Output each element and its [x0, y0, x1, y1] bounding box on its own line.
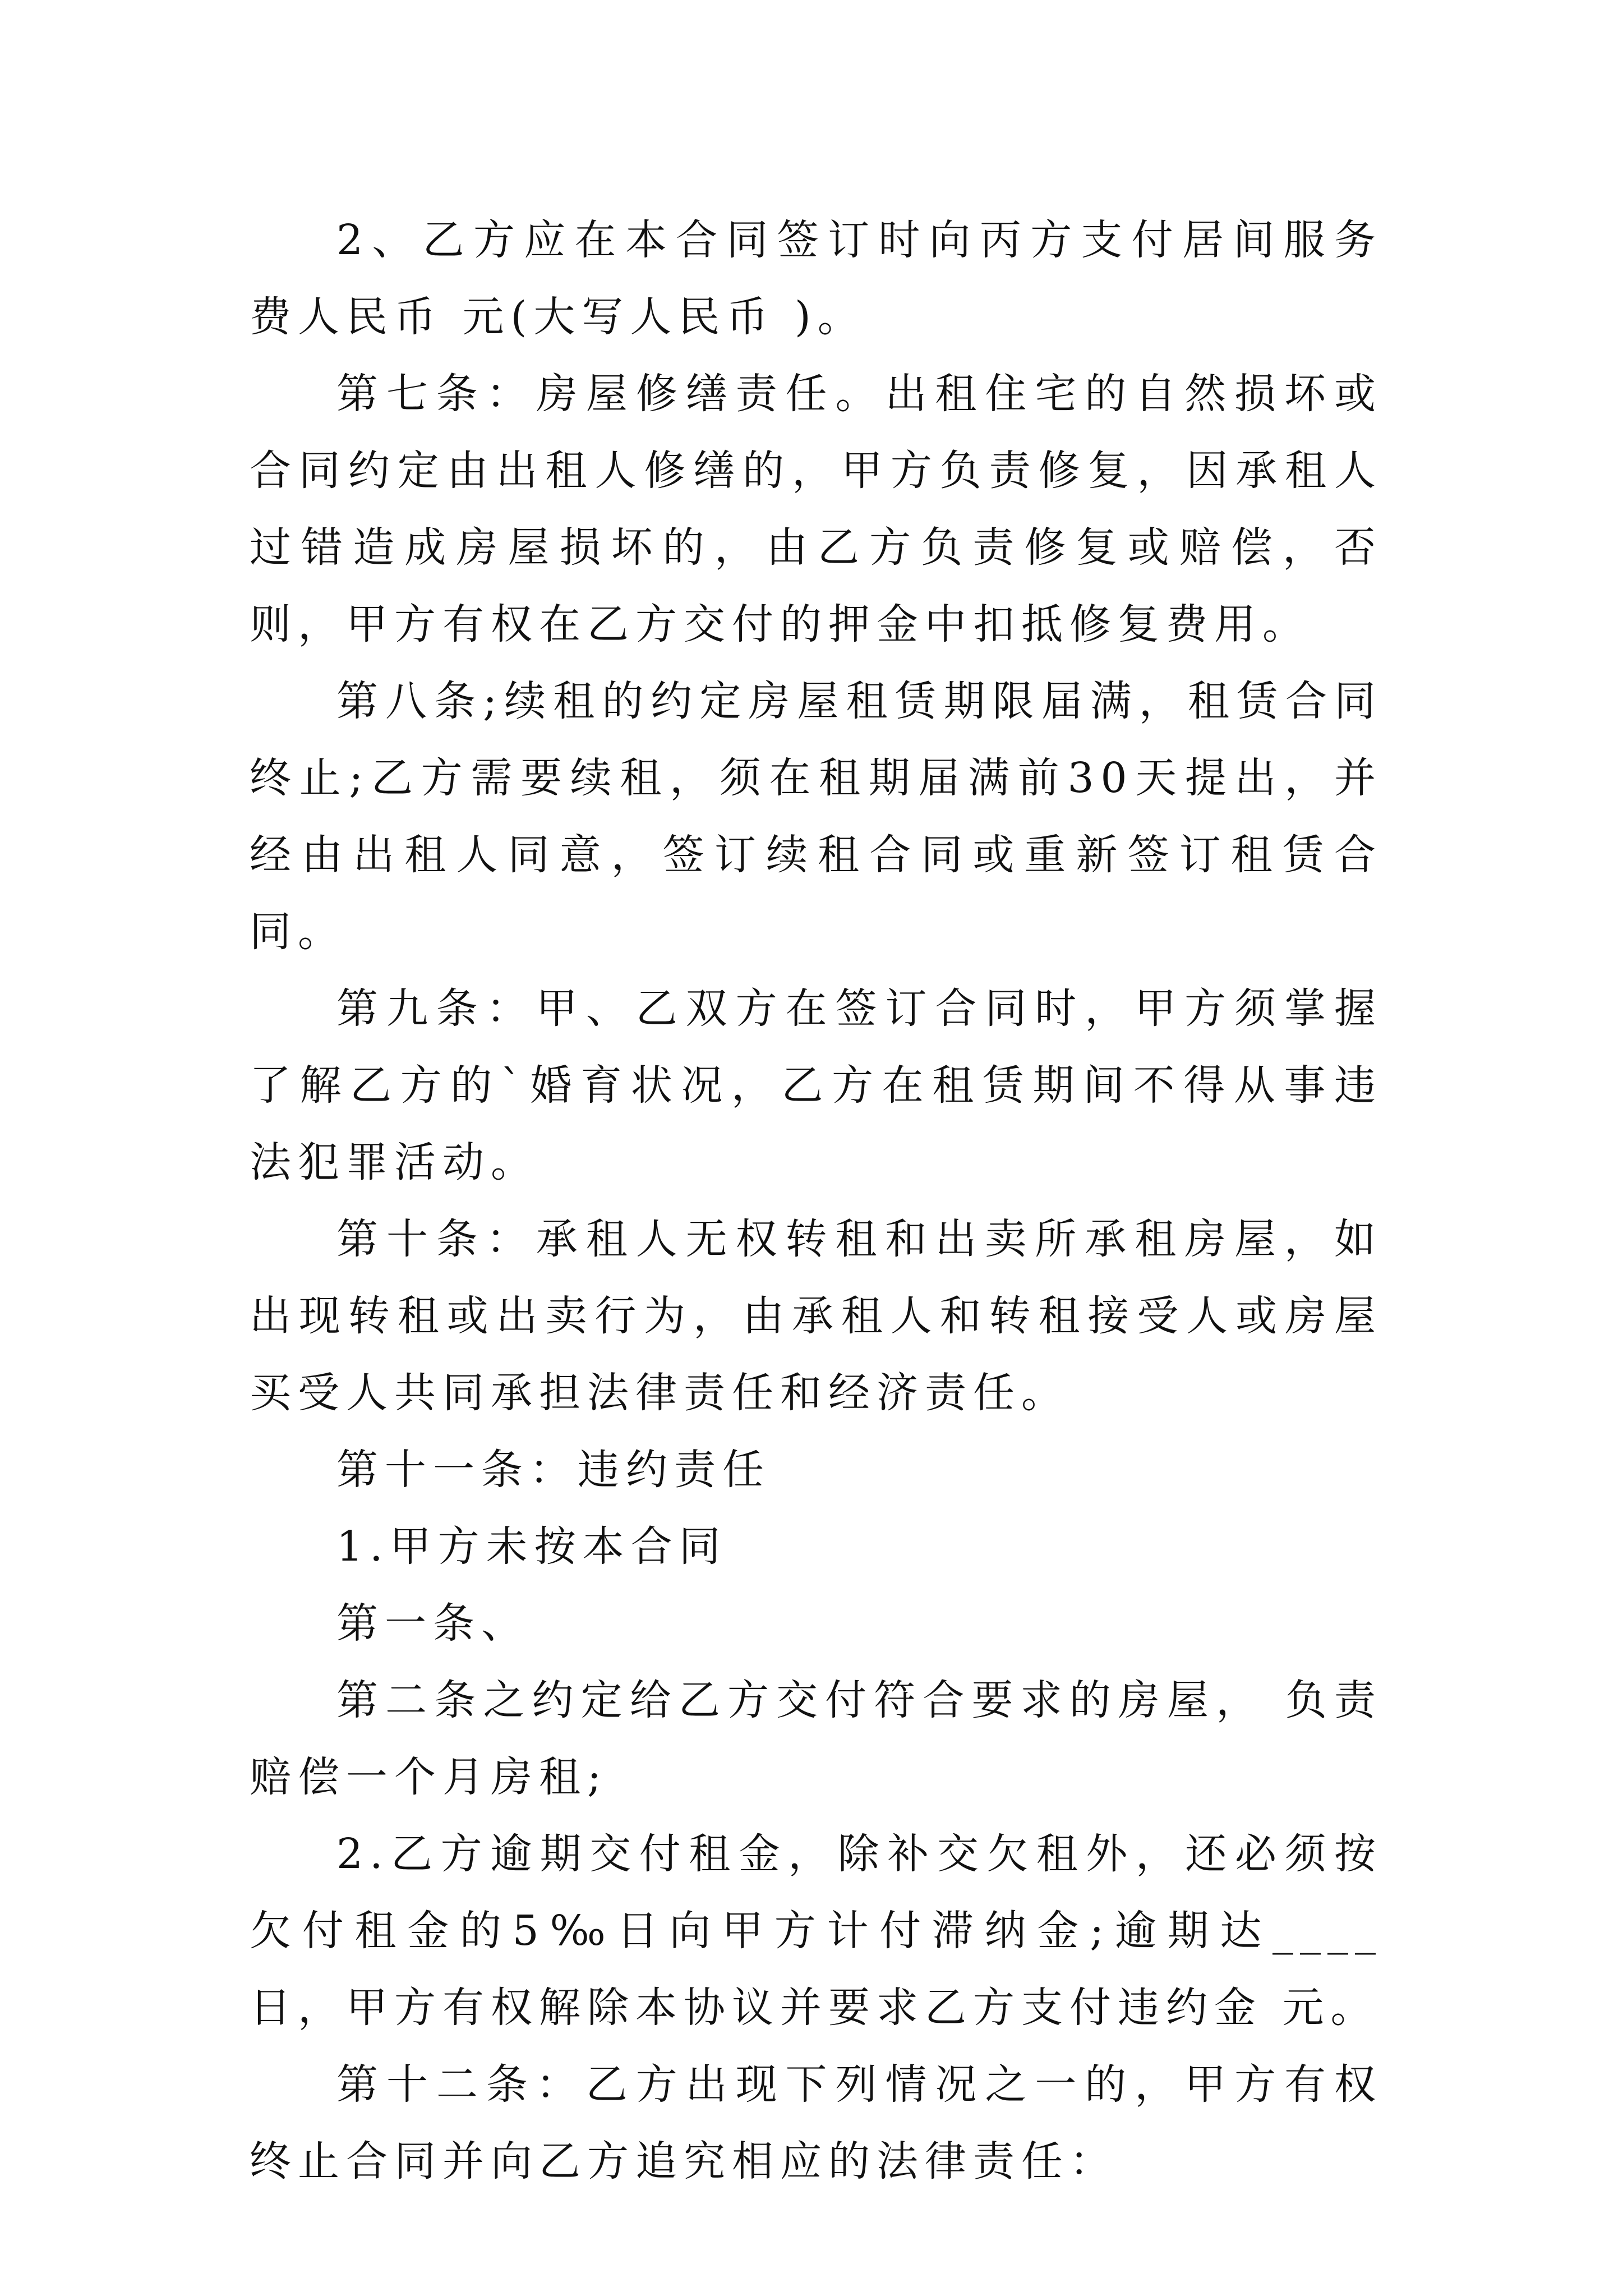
paragraph-article-8: 第八条;续租的约定房屋租赁期限届满，租赁合同终止;乙方需要续租，须在租期届满前30天提出，并经由出租人同意，签订续租合同或重新签订租赁合同。	[250, 677, 1382, 956]
paragraph-article-7: 第七条：房屋修缮责任。出租住宅的自然损坏或合同约定由出租人修缮的，甲方负责修复，因承租人过错造成房屋损坏的，由乙方负责修复或赔偿，否则，甲方有权在乙方交付的押金中扣抵修复费用。	[250, 370, 1382, 648]
paragraph-article-11-heading: 第十一条：违约责任	[336, 1446, 771, 1494]
paragraph-article-1-ref: 第一条、	[336, 1599, 529, 1648]
paragraph-article-12: 第十二条：乙方出现下列情况之一的，甲方有权终止合同并向乙方追究相应的法律责任：	[250, 2060, 1382, 2185]
paragraph-item-1: 1.甲方未按本合同	[336, 1522, 727, 1571]
contract-body	[250, 202, 1382, 2200]
paragraph-article-2-ref: 第二条之约定给乙方交付符合要求的房屋， 负责赔偿一个月房租;	[250, 1676, 1382, 1801]
paragraph-article-9: 第九条：甲、乙双方在签订合同时，甲方须掌握了解乙方的`婚育状况，乙方在租赁期间不得从事违法犯罪活动。	[250, 984, 1382, 1186]
paragraph-article-10: 第十条：承租人无权转租和出卖所承租房屋，如出现转租或出卖行为，由承租人和转租接受人或房屋买受人共同承担法律责任和经济责任。	[250, 1215, 1382, 1417]
paragraph-item-2: 2.乙方逾期交付租金，除补交欠租外，还必须按欠付租金的5‰日向甲方计付滞纳金;逾期达____日，甲方有权解除本协议并要求乙方支付违约金 元。	[250, 1830, 1382, 2032]
paragraph-service-fee: 2、乙方应在本合同签订时向丙方支付居间服务费人民币 元(大写人民币 )。	[250, 216, 1382, 341]
